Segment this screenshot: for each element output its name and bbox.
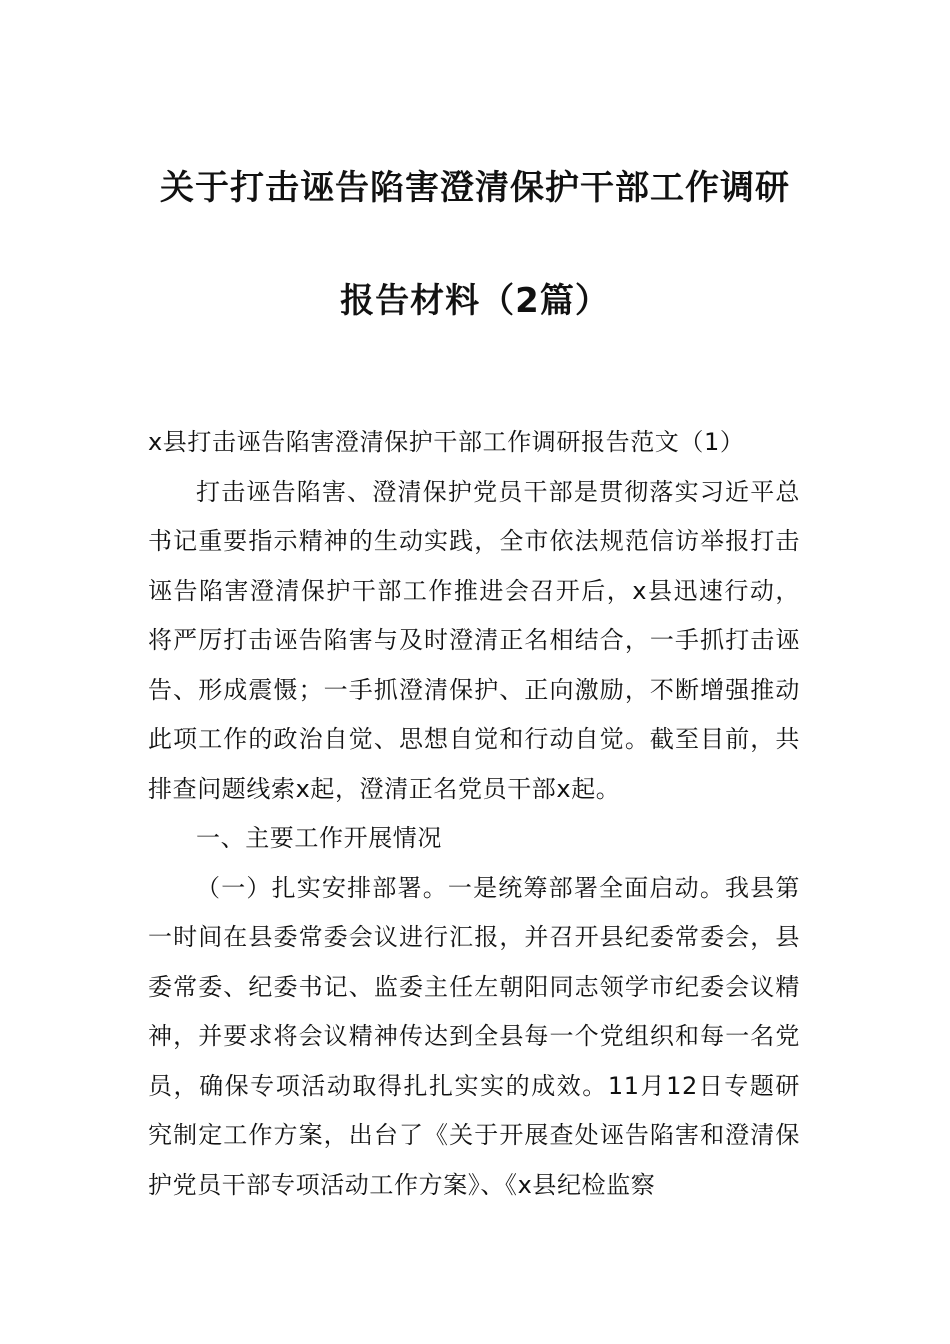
section-heading: 一、主要工作开展情况 xyxy=(196,824,442,852)
paragraph-intro: 打击诬告陷害、澄清保护党员干部是贯彻落实习近平总书记重要指示精神的生动实践，全市依法规范信访举报打击诬告陷害澄清保护干部工作推进会召开后，x县迅速行动，将严厉打击诬告陷害与及时澄清正名相结合，一手抓打击诬告、形成震慑；一手抓澄清保护、正向激励，不断增强推动此项工作的政治自觉、思想自觉和行动自觉。截至目前，共排查问题线索x起，澄清正名党员干部x起。 xyxy=(148,477,800,803)
document-title-line-1: 关于打击诬告陷害澄清保护干部工作调研 xyxy=(160,168,790,208)
section-subtitle: x县打击诬告陷害澄清保护干部工作调研报告范文（1） xyxy=(148,428,745,456)
document-body xyxy=(148,418,800,1210)
document-title-line-2: 报告材料（2篇） xyxy=(340,281,610,321)
paragraph-deployment: （一）扎实安排部署。一是统筹部署全面启动。我县第一时间在县委常委会议进行汇报，并召开县纪委常委会，县委常委、纪委书记、监委主任左朝阳同志领学市纪委会议精神，并要求将会议精神传达到全县每一个党组织和每一名党员，确保专项活动取得扎扎实实的成效。11月12日专题研究制定工作方案，出台了《关于开展查处诬告陷害和澄清保护党员干部专项活动工作方案》、《x县纪检监察 xyxy=(148,873,800,1199)
